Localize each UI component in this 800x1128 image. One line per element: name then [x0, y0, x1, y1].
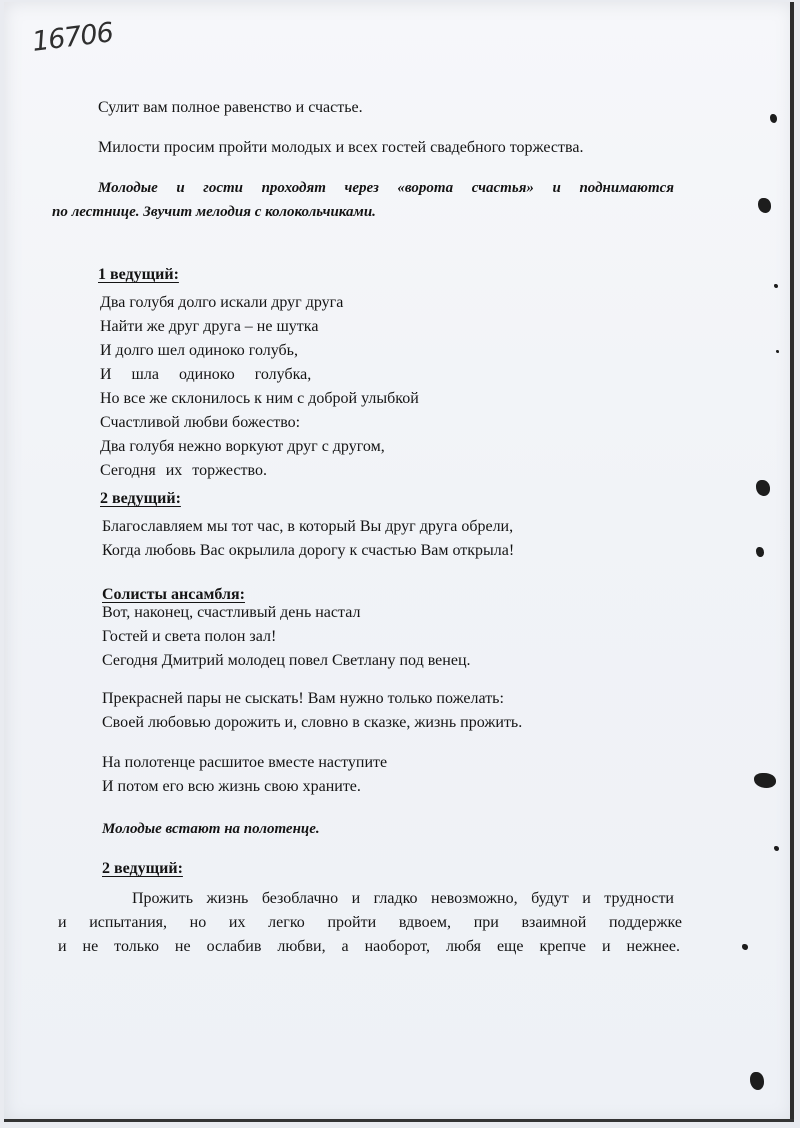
text-line: Милости просим пройти молодых и всех гостей свадебного торжества.: [98, 139, 584, 156]
verse-line: И потом его всю жизнь свою храните.: [102, 778, 361, 795]
verse-line: Благославляем мы тот час, в который Вы друг друга обрели,: [102, 518, 514, 535]
verse-line: Сегодня Дмитрий молодец повел Светлану под венец.: [102, 652, 471, 669]
binding-hole-mark: [758, 198, 771, 213]
scan-edge-bottom: [4, 1119, 794, 1122]
paragraph-line: и испытания, но их легко пройти вдвоем, при взаимной поддержке: [58, 914, 682, 931]
binding-hole-mark: [756, 480, 770, 496]
verse-line: И шла одиноко голубка,: [100, 366, 312, 383]
binding-hole-mark: [770, 114, 777, 123]
stage-direction: по лестнице. Звучит мелодия с колокольчиками.: [52, 204, 376, 220]
section-heading: 2 ведущий:: [102, 860, 183, 877]
section-heading: Солисты ансамбля:: [102, 586, 245, 603]
verse-line: И долго шел одиноко голубь,: [100, 342, 298, 359]
binding-hole-mark: [754, 773, 776, 788]
handwritten-page-number: 16706: [30, 17, 115, 58]
verse-line: Когда любовь Вас окрылила дорогу к счастью Вам открыла!: [102, 542, 515, 559]
binding-hole-mark: [750, 1072, 764, 1090]
verse-line: Два голубя нежно воркуют друг с другом,: [100, 438, 385, 455]
binding-hole-mark: [774, 846, 779, 851]
paragraph-line: и не только не ослабив любви, а наоборот, любя еще крепче и нежнее.: [58, 938, 680, 955]
verse-line: Вот, наконец, счастливый день настал: [102, 604, 361, 621]
verse-line: На полотенце расшитое вместе наступите: [102, 754, 388, 771]
verse-line: Сегодня их торжество.: [100, 462, 267, 479]
paragraph-line: Прожить жизнь безоблачно и гладко невозможно, будут и трудности: [132, 890, 674, 907]
binding-hole-mark: [776, 350, 779, 353]
binding-hole-mark: [756, 547, 764, 557]
section-heading: 1 ведущий:: [98, 266, 179, 283]
stage-direction: Молодые встают на полотенце.: [102, 821, 320, 837]
binding-hole-mark: [742, 944, 748, 950]
binding-hole-mark: [774, 284, 778, 288]
verse-line: Своей любовью дорожить и, словно в сказке, жизнь прожить.: [102, 714, 523, 731]
verse-line: Гостей и света полон зал!: [102, 628, 277, 645]
verse-line: Прекрасней пары не сыскать! Вам нужно только пожелать:: [102, 690, 504, 707]
scanned-page: [4, 2, 794, 1122]
verse-line: Найти же друг друга – не шутка: [100, 318, 319, 335]
verse-line: Два голубя долго искали друг друга: [100, 294, 344, 311]
verse-line: Счастливой любви божество:: [100, 414, 301, 431]
section-heading: 2 ведущий:: [100, 490, 181, 507]
text-line: Сулит вам полное равенство и счастье.: [98, 99, 363, 116]
scan-edge-right: [790, 2, 794, 1122]
verse-line: Но все же склонилось к ним с доброй улыбкой: [100, 390, 419, 407]
stage-direction: Молодые и гости проходят через «ворота счастья» и поднимаются: [98, 180, 674, 196]
